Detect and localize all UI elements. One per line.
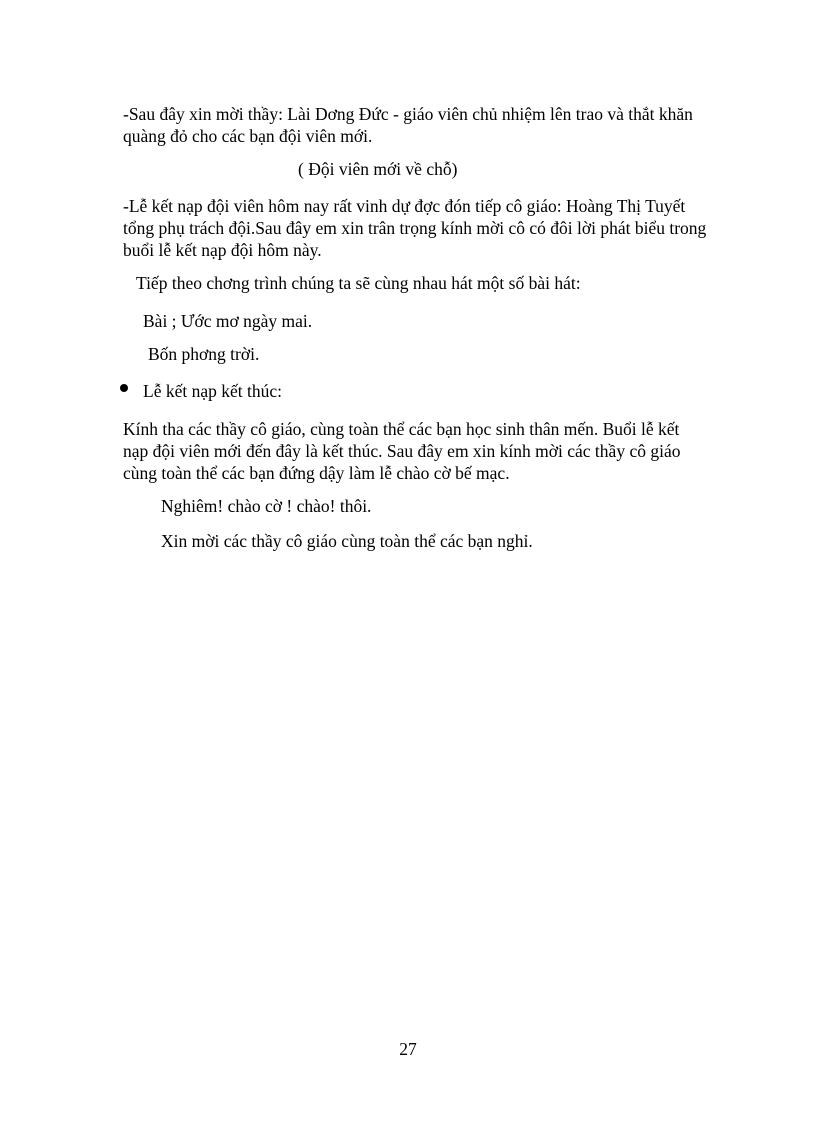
paragraph-4: Tiếp theo chơng trình chúng ta sẽ cùng nhau hát một số bài hát: (136, 273, 581, 293)
song-item-1: Bài ; Ước mơ ngày mai. (143, 311, 313, 331)
paragraph-2: ( Đội viên mới về chỗ) (298, 159, 458, 179)
paragraph-1-line-1: -Sau đây xin mời thầy: Lài Dơng Đức - giáo viên chủ nhiệm lên trao và thắt khăn (123, 104, 693, 124)
paragraph-1-line-2: quàng đỏ cho các bạn đội viên mới. (123, 126, 373, 146)
command-line-2: Xin mời các thầy cô giáo cùng toàn thể các bạn nghỉ. (161, 531, 533, 551)
command-line-1: Nghiêm! chào cờ ! chào! thôi. (161, 496, 372, 516)
bullet-item-text: Lễ kết nạp kết thúc: (143, 381, 282, 401)
page-number: 27 (399, 1039, 417, 1059)
paragraph-5-line-2: nạp đội viên mới đến đây là kết thúc. Sau đây em xin kính mời các thầy cô giáo (123, 441, 681, 461)
paragraph-3-line-1: -Lễ kết nạp đội viên hôm nay rất vinh dự đợc đón tiếp cô giáo: Hoàng Thị Tuyết (123, 196, 686, 216)
song-item-2: Bốn phơng trời. (148, 344, 260, 364)
paragraph-3-line-2: tổng phụ trách đội.Sau đây em xin trân trọng kính mời cô có đôi lời phát biểu trong (123, 218, 707, 238)
paragraph-5-line-3: cùng toàn thể các bạn đứng dậy làm lễ chào cờ bế mạc. (123, 463, 510, 483)
paragraph-5-line-1: Kính tha các thầy cô giáo, cùng toàn thể các bạn học sinh thân mến. Buổi lễ kết (123, 419, 680, 439)
paragraph-3-line-3: buổi lễ kết nạp đội hôm này. (123, 240, 322, 260)
bullet-icon (120, 384, 128, 392)
